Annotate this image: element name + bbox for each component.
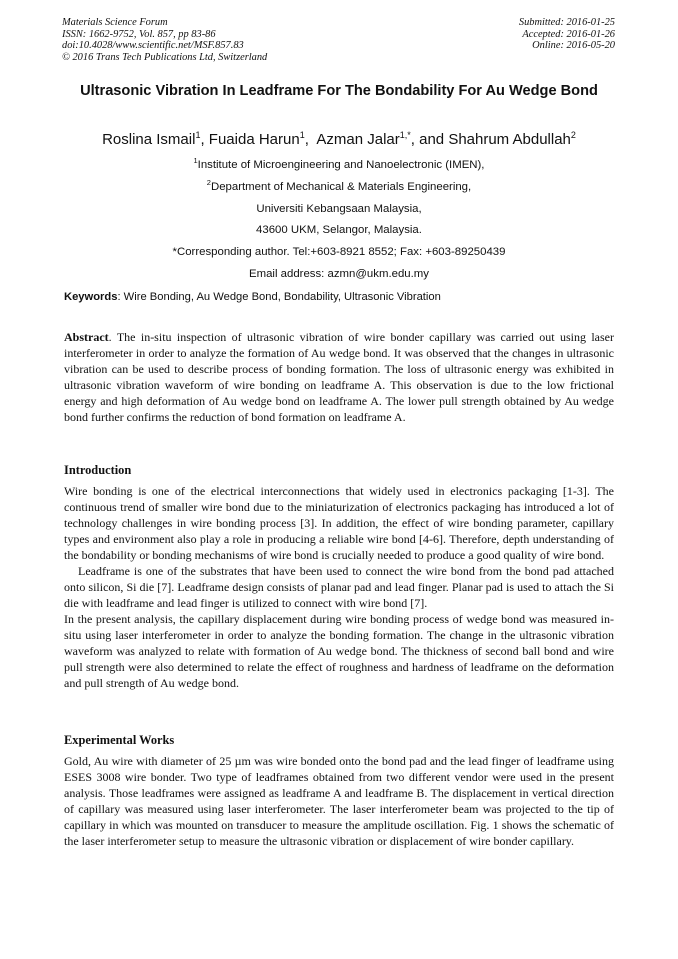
journal-header xyxy=(62,17,267,63)
affiliation-text: Department of Mechanical & Materials Engineering, xyxy=(210,180,472,193)
keywords-label: Keywords xyxy=(64,291,118,303)
abstract-label: Abstract xyxy=(64,330,109,344)
affiliation-text: Institute of Microengineering and Nanoelectronic (IMEN), xyxy=(197,159,485,171)
affiliation-address: 43600 UKM, Selangor, Malaysia. xyxy=(256,224,422,237)
affiliations xyxy=(0,155,678,286)
email-address: Email address: azmn@ukm.edu.my xyxy=(249,267,429,280)
introduction-heading: Introduction xyxy=(64,463,132,477)
author-list xyxy=(0,130,678,150)
author-affiliation-mark: 2 xyxy=(570,130,576,140)
author-affiliation-mark: 1 xyxy=(195,130,201,140)
affiliation-university: Universiti Kebangsaan Malaysia, xyxy=(256,202,422,215)
author-affiliation-mark: 1,* xyxy=(399,130,411,140)
experimental-heading: Experimental Works xyxy=(64,733,175,747)
author-separator: , xyxy=(304,131,317,148)
keywords-text: : Wire Bonding, Au Wedge Bond, Bondability, Ultrasonic Vibration xyxy=(117,291,441,303)
issn: ISSN: 1662-9752, Vol. 857, pp 83-86 xyxy=(62,28,216,40)
introduction-body xyxy=(64,483,614,691)
affiliation-mark: 1 xyxy=(193,156,198,166)
online-date: Online: 2016-05-20 xyxy=(532,40,615,52)
copyright: © 2016 Trans Tech Publications Ltd, Switzerland xyxy=(62,51,268,63)
abstract xyxy=(64,329,614,425)
affiliation-mark: 2 xyxy=(206,178,211,187)
experimental-paragraph: Gold, Au wire with diameter of 25 µm was wire bonded onto the bond pad and the lead finger of leadframe using ESES 3008 wire bonder. Two type of leadframes obtained from two different vendor were used in the present analysis. Those leadframes were assigned as leadframe A and leadframe B. The displacement in vertical direction of capillary was measured using laser interferometer. The laser interferometer beam was projected to the tip of capillary in which was mounted on transducer to measure the amplitude oscillation. Fig. 1 shows the schematic of the laser interferometer setup to measure the ultrasonic vibration or displacement of wire bonder capillary. xyxy=(64,754,614,848)
author-name: Shahrum Abdullah xyxy=(448,131,571,148)
author-name: Fuaida Harun xyxy=(208,131,300,148)
introduction-paragraph: In the present analysis, the capillary displacement during wire bonding process of wedge bond was measured in-situ using laser interferometer in order to analyze the bonding formation. The change in the ultrasonic vibration waveform was analyzed to relate with formation of Au wedge bond. The thickness of second ball bond and wire pull strength were also determined to relate the effect of roughness and hardness of leadframe on the deformation and pull strength of Au wedge bond. xyxy=(64,612,614,690)
keywords xyxy=(64,290,441,305)
author-separator: , and xyxy=(410,131,449,148)
doi: doi:10.4028/www.scientific.net/MSF.857.83 xyxy=(62,40,244,52)
accepted-date: Accepted: 2016-01-26 xyxy=(522,28,615,40)
introduction-paragraph: Wire bonding is one of the electrical interconnections that widely used in electronics packaging [1-3]. The continuous trend of smaller wire bond due to the miniaturization of electronics packaging has introduced a lot of technology challenges in wire bonding process [3]. In addition, the effect of wire bonding parameter, capillary types and environment also play a role in producing a reliable wire bond [4-6]. Therefore, depth understanding of the bondability or bonding mechanisms of wire bond is crucially needed to produce a good quality of wire bond. xyxy=(64,484,614,562)
submitted-date: Submitted: 2016-01-25 xyxy=(518,17,615,28)
affiliation-2 xyxy=(0,177,678,199)
author-separator: , xyxy=(200,131,209,148)
author-name: Azman Jalar xyxy=(316,131,400,148)
corresponding-author: *Corresponding author. Tel:+603-8921 8552; Fax: +603-89250439 xyxy=(172,246,506,259)
dates-header xyxy=(519,17,615,52)
experimental-body xyxy=(64,753,614,849)
author-name: Roslina Ismail xyxy=(102,131,196,148)
journal-name: Materials Science Forum xyxy=(62,17,168,28)
affiliation-1 xyxy=(0,155,678,177)
abstract-text: . The in-situ inspection of ultrasonic vibration of wire bonder capillary was carried out using laser interferometer in order to analyze the formation of Au wedge bond. It was observed that the changes in ultrasonic vibration can be used to describe process of bonding formation. The loss of ultrasonic energy was exhibited in ultrasonic vibration waveform of wire bonding on leadframe A. This observation is due to the low frictional energy and high deformation of Au wedge bond on leadframe A. The lower pull strength obtained by Au wedge bond further confirms the reduction of bond formation on leadframe A. xyxy=(64,330,614,424)
paper-title: Ultrasonic Vibration In Leadframe For The Bondability For Au Wedge Bond xyxy=(80,83,598,99)
author-affiliation-mark: 1 xyxy=(299,130,305,140)
introduction-paragraph: Leadframe is one of the substrates that have been used to connect the wire bond from the bond pad attached onto silicon, Si die [7]. Leadframe design consists of planar pad and lead finger. Planar pad is used to attach the Si die with leadframe and lead finger is utilized to connect with wire bond [7]. xyxy=(64,564,614,610)
